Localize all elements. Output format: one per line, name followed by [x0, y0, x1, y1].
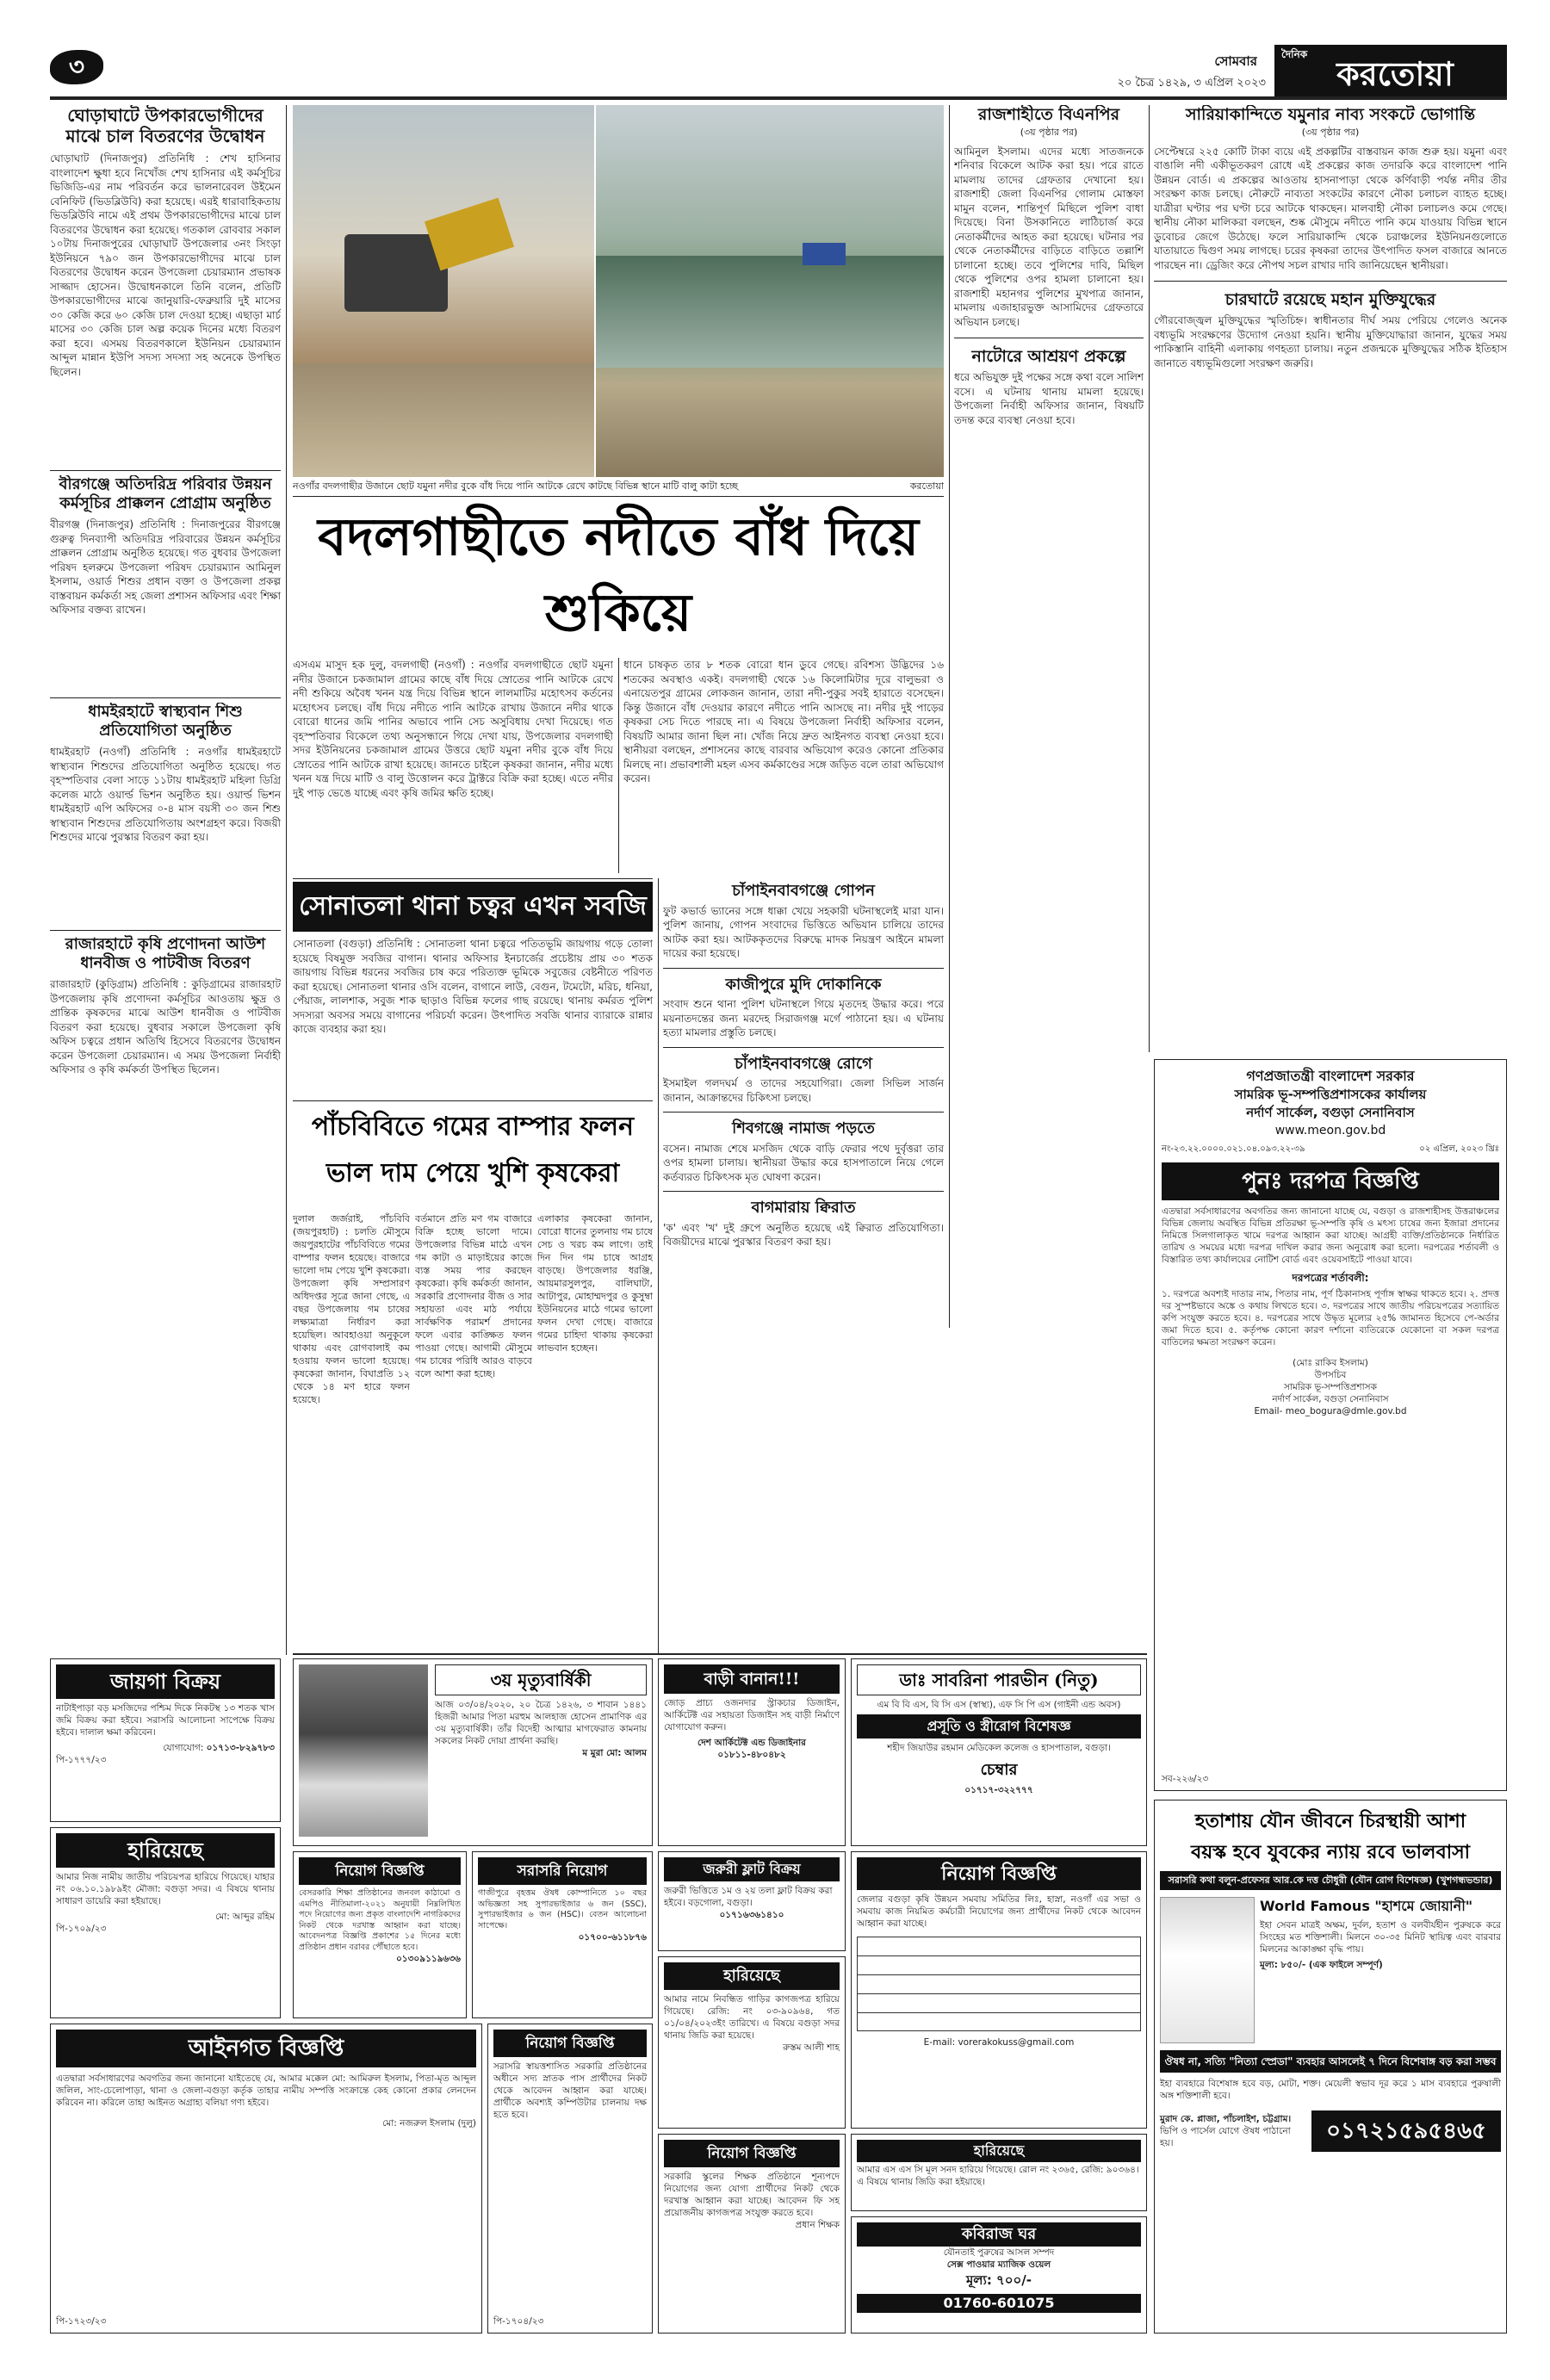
govt-terms-title: দরপত্রের শর্তাবলী:	[1292, 1272, 1369, 1284]
ad-lost-2	[658, 1956, 846, 2129]
ad-kabiraj-big	[1154, 1800, 1507, 2334]
header-day: সোমবার	[1214, 53, 1257, 69]
ad-land-ref: পি-১৭৭৭/২৩	[56, 1755, 107, 1765]
ad-doctor-degrees: এম বি বি এস, বি সি এস (স্বাস্থ্য), এফ সি পি এস (গাইনী এন্ড অবস)	[877, 1700, 1121, 1710]
panchbibi-body-c: এলাকার কৃষকেরা জানান, বোরো ধানের তুলনায় গম চাষে সেচ ও খরচ কম লাগে। তাই দিন দিন গম চাষে আগ্রহ বাড়ছে। উপজেলার ধরঞ্জি, আয়মারসুলপুর, বালিঘাটা, আটাপুর, মোহাম্মদপুর ও কুসুম্বা ইউনিয়নের মাঠে গমের ভালো ফলন দেখা গেছে। বাজারে গমের চাহিদা থাকায় কৃষকেরা লাভবান হচ্ছেন।	[537, 1213, 653, 1354]
kaji-headline: কাজীপুরে মুদি দোকানিকে	[725, 975, 882, 994]
chapai2-headline: চাঁপাইনবাবগঞ্জে রোগে	[735, 1054, 872, 1073]
chapai2-body: ইসমাইল গলদঘর্ম ও তাদের সহযোগিরা। জেলা সিভিল সার্জন জানান, আক্রান্তদের চিকিৎসা চলছে।	[663, 1077, 944, 1104]
ad-lost-3	[851, 2134, 1147, 2211]
ad-land-sale	[50, 1658, 281, 1822]
kaji-body: সংবাদ শুনে থানা পুলিশ ঘটনাস্থলে গিয়ে মৃতদেহ উদ্ধার করে। পরে ময়নাতদন্তের জন্য মরদেহ সিরাজগঞ্জ মর্গে পাঠানো হয়। এ ঘটনায় হত্যা মামলার প্রস্তুতি চলছে।	[663, 998, 944, 1039]
panchbibi-headline	[293, 1104, 653, 1207]
col1-headline-2: বীরগঞ্জে অতিদরিদ্র পরিবার উন্নয়ন কর্মসূচির প্রাক্কলন প্রোগ্রাম অনুষ্ঠিত	[59, 475, 272, 512]
ad-memorial-sign: ম মুরা মো: আলম	[582, 1748, 647, 1758]
govt-terms: ১. দরপত্রে অবশ্যই দাতার নাম, পিতার নাম, পূর্ণ ঠিকানাসহ পূর্ণাঙ্গ স্বাক্ষর থাকতে হবে। ২. প্রদত্ত দর সুস্পষ্টভাবে অঙ্কে ও কথায় লিখতে হবে। ৩. দরপত্রের সাথে জাতীয় পরিচয়পত্রের সত্যায়িত কপি সংযুক্ত করতে হবে। ৪. দরপত্রের সাথে উদ্ধৃত মূল্যের ২৫% জামানত হিসেবে পে-অর্ডার জমা দিতে হবে। ৫. কর্তৃপক্ষ কোনো কারণ দর্শানো ব্যতিরেকে যেকোনো বা সকল দরপত্র বাতিলের ক্ষমতা সংরক্ষণ করেন।	[1162, 1289, 1499, 1348]
kabiraj-box-title: কবিরাজ ঘর	[857, 2222, 1141, 2247]
ad-job-1	[293, 1851, 467, 2018]
bagmara-headline: বাগমারায় ক্বিরাত	[751, 1199, 856, 1218]
govt-date: ০২ এপ্রিল, ২০২৩ খ্রিঃ	[1419, 1144, 1499, 1154]
ad-doctor-chamber: চেম্বার	[980, 1761, 1018, 1779]
chapai-body: ফুট কভার্ড ভ্যানের সঙ্গে ধাক্কা খেয়ে সহকারী ঘটনাস্থলেই মারা যান। পুলিশ জানায়, গোপন সংবাদের ভিত্তিতে অভিযান চালিয়ে তাদের আটক করা হয়। আটককৃতদের বিরুদ্ধে মাদক নিয়ন্ত্রণ আইনে মামলা দায়ের করা হয়েছে।	[663, 904, 944, 960]
masthead	[1274, 45, 1507, 98]
ad-job1-phone: ০১৩০৯১১৯৬৩৬	[395, 1954, 461, 1964]
memorial-portrait	[299, 1664, 428, 1837]
govt-body: এতদ্বারা সর্বসাধারণের অবগতির জন্য জানানো যাচ্ছে যে, বগুড়া ও রাজশাহীসহ উত্তরাঞ্চলের বিভিন্ন জেলায় অবস্থিত বিভিন্ন প্রতিরক্ষা ভূ-সম্পত্তি কৃষি ও মৎস্য চাষের জন্য ইজারা প্রদানের নিমিত্তে সিলগালাকৃত খামে দরপত্র আহ্বান করা যাচ্ছে। আগ্রহী ব্যক্তি/প্রতিষ্ঠানকে নির্ধারিত তারিখ ও সময়ের মধ্যে দরপত্র দাখিল করার জন্য অনুরোধ করা হলো। দরপত্রের শর্তাবলী ও বিস্তারিত তথ্য কার্যালয়ের নোটিশ বোর্ড এবং ওয়েবসাইটে পাওয়া যাবে।	[1162, 1206, 1499, 1265]
rajshahi-column	[954, 105, 1144, 1328]
ad-job-3	[851, 1851, 1147, 2129]
kabiraj-price: মূল্য: ৮৫০/- (এক ফাইলে সম্পূর্ণ)	[1260, 1960, 1383, 1970]
ad-job3-table	[857, 1937, 1141, 2031]
col1-body-2: বীরগঞ্জ (দিনাজপুর) প্রতিনিধি : দিনাজপুরের বীরগঞ্জে গুরুত্ব দিনব্যাপী অতিদরিদ্র পরিবারের উন্নয়ন কর্মসূচির প্রাক্কলন প্রোগ্রাম অনুষ্ঠিত হয়েছে। গত বুধবার উপজেলা পরিষদ হলরুমে উপজেলা পরিষদ চেয়ারম্যান আমিনুল ইসলাম, ওয়ার্ড শিশুর প্রধান বক্তা ও উপজেলা প্রকল্প বাস্তবায়ন কর্মকর্তা সহ জেলা প্রশাসন অফিসার এবং শিক্ষা অফিসার বক্তব্য রাখেন।	[50, 518, 281, 617]
ad-house-body: জোড় প্রাচ্য ওজনদার স্ট্রাকচার ডিজাইন, আর্কিটেক্ট এর সহায়তা ডিজাইন সহ বাড়ী নির্মাণে যোগাযোগ করুন।	[664, 1698, 840, 1732]
ad-job3-email[interactable]: E-mail: vorerakokuss@gmail.com	[923, 2037, 1075, 2048]
ad-job4-title: নিয়োগ বিজ্ঞপ্তি	[664, 2140, 840, 2167]
natore-body: ধরে অভিযুক্ত দুই পক্ষের সঙ্গে কথা বলে সালিশ বসে। এ ঘটনায় থানায় মামলা হয়েছে। উপজেলা নির্বাহী অফিসার জানান, বিষয়টি তদন্ত করে ব্যবস্থা নেওয়া হবে।	[954, 371, 1144, 426]
ad-lost2-title: হারিয়েছে	[664, 1962, 840, 1990]
ad-kabiraj-box	[851, 2216, 1147, 2334]
shib-headline: শিবগঞ্জে নামাজ পড়তে	[732, 1119, 875, 1138]
col1-headline-1: ঘোড়াঘাটে উপকারভোগীদের মাঝে চাল বিতরণের উদ্বোধন	[65, 105, 265, 146]
ad-legal-title: আইনগত বিজ্ঞপ্তি	[56, 2030, 476, 2067]
divider	[50, 697, 281, 698]
col1-story2	[50, 475, 281, 694]
ad-flat	[658, 1851, 846, 1951]
panchbibi-body-a: দুলাল জর্জরাই, পাঁচবিবি (জয়পুরহাট) : চলতি মৌসুমে জয়পুরহাটের পাঁচবিবিতে গমের বাম্পার ফলন হয়েছে। বাজারে ভালো দাম পেয়ে খুশি কৃষকেরা। উপজেলা কৃষি সম্প্রসারণ অধিদপ্তর সূত্রে জানা গেছে, এ বছর উপজেলায় গম চাষের লক্ষ্যমাত্রা নির্ধারণ করা হয়েছিল। আবহাওয়া অনুকূলে থাকায় এবং রোগবালাই কম হওয়ায় ফলন ভালো হয়েছে। কৃষকেরা জানান, বিঘাপ্রতি ১২ থেকে ১৪ মণ হারে ফলন হয়েছে।	[293, 1213, 410, 1405]
ad-memorial-title: ৩য় মৃত্যুবার্ষিকী	[435, 1664, 647, 1695]
govt-site[interactable]: www.meon.gov.bd	[1274, 1124, 1386, 1137]
lead-body-a: এসএম মাসুদ হক দুলু, বদলগাছী (নওগাঁ) : নওগাঁর বদলগাছীতে ছোট যমুনা নদীর উজানে চকজামাল গ্রামের কাছে বাঁধ দিয়ে স্রোতের পানি আটকে রেখে নদী শুকিয়ে অবৈধ খনন যন্ত্র দিয়ে বিভিন্ন স্থানে লালমাটির মহোৎসব কর্তনের মহোৎসব চলছে। বাঁধ দিয়ে নদীতে পানি আটকে রাখায় উজানে নদীর থাকে বোরো ধানের জমি পানির অভাবে পানি সেচ অসুবিধায় দেখা দিয়েছে। গত বৃহস্পতিবার বিকেলে তথ্য অনুসন্ধানে গিয়ে দেখা যায়, উপজেলার বদলগাছী সদর ইউনিয়নের চকজামাল গ্রামের উত্তরে ছোট যমুনা নদীর বুকে বাঁধ দিয়ে স্রোতের পানি আটকে রাখা হয়েছে। জানতে চাইলে কৃষকরা জানান, নদীর মধ্যে খনন যন্ত্র দিয়ে মাটি ও বালু উত্তোলন করে ট্রাক্টরে বিক্রি করা হচ্ছে। এতে নদীর দুই পাড় ভেঙে যাচ্ছে এবং কৃষি জমির ক্ষতি হচ্ছে।	[293, 659, 613, 799]
lead-photo-right	[596, 105, 944, 477]
sariakandi-headline: সারিয়াকান্দিতে যমুনার নাব্য সংকটে ভোগান্তি	[1185, 105, 1476, 124]
kabiraj-desc: ইহা সেবন মাত্রই অক্ষম, দুর্বল, হতাশ ও বলবীর্যহীন পুরুষকে করে সিংহের মত শক্তিশালী। মিলনে ৩০-৩৫ মিনিট স্থায়িত্ব এবং বারবার মিলনের আকাঙ্ক্ষা বৃদ্ধি পায়।	[1260, 1920, 1501, 1955]
ad-lost1-title: হারিয়েছে	[56, 1833, 275, 1868]
sariakandi-body: সেপ্টেম্বরে ২২৫ কোটি টাকা ব্যয়ে এই প্রকল্পটির বাস্তবায়ন কাজ শুরু হয়। যমুনা এবং বাঙালি নদী একীভূতকরণ রোধে এই প্রকল্পের কাজ তদারকি করে বাংলাদেশ পানি উন্নয়ন বোর্ড। এ প্রকল্পের আওতায় হাসনাপাড়া থেকে কর্ণিবাড়ী পর্যন্ত নদীর তীর সংরক্ষণ কাজ চলছে। নৌরুটে নাব্যতা সংকটের কারণে নৌকা চলাচল ব্যাহত হচ্ছে। যাত্রীরা ঘণ্টার পর ঘণ্টা চরে আটকে থাকছেন। মালবাহী নৌকা চলাচলও কমে গেছে। স্থানীয় নৌকা মালিকরা বলছেন, শুষ্ক মৌসুমে নদীতে পানি কমে যাওয়ায় বিভিন্ন স্থানে ডুবোচর জেগে উঠেছে। ফলে সারিয়াকান্দি থেকে চরাঞ্চলের ইউনিয়নগুলোতে যাতায়াতে দ্বিগুণ সময় লাগছে। চরের কৃষকরা তাদের উৎপাদিত ফসল বাজারে আনতে পারছেন না। ড্রেজিং করে নৌপথ সচল রাখার দাবি জানিয়েছেন স্থানীয়রা।	[1154, 145, 1507, 271]
masthead-small: দৈনিক	[1281, 48, 1308, 60]
sonatola-headline-text: সোনাতলা থানা চত্বর এখন সবজি	[299, 891, 647, 921]
ad-lost1-sign: মো: আব্দুর রহিম	[215, 1912, 275, 1922]
ad-direct-hire	[472, 1851, 653, 2018]
kabiraj-box-sub: যৌনতাই পুরুষের আসল সম্পদ	[943, 2247, 1055, 2258]
ad-legal	[50, 2024, 482, 2334]
kabiraj-phone: ০১৭২১৫৯৫৪৬৫	[1311, 2110, 1501, 2152]
ad-direct-title: সরাসরি নিয়োগ	[478, 1857, 647, 1885]
kabiraj-deliver: ভিপি ও পার্সেল যোগে ঔষধ পাঠানো হয়।	[1160, 2126, 1291, 2148]
panchbibi-headline-2: ভাল দাম পেয়ে খুশি কৃষকেরা	[326, 1158, 620, 1188]
ad-land-contact: যোগাযোগ:	[163, 1743, 204, 1753]
rajshahi-cont: (৩য় পৃষ্ঠার পর)	[1020, 126, 1078, 138]
charghat-headline: চারঘাটে রয়েছে মহান মুক্তিযুদ্ধের	[1224, 290, 1436, 310]
panchbibi-headline-1: পাঁচবিবিতে গমের বাম্পার ফলন	[311, 1112, 635, 1142]
photo-caption-text: নওগাঁর বদলগাছীর উজানে ছোট যমুনা নদীর বুকে বাঁধ দিয়ে পানি আটকে রেখে কাটছে বিভিন্ন স্থানে মাটি বালু কাটা হচ্ছে	[293, 480, 739, 492]
kabiraj-portrait	[1160, 1897, 1255, 2043]
kabiraj-box-price: মূল্য: ৭০০/-	[965, 2272, 1032, 2288]
ad-land-phone: ০১৭১৩-৮২৯৭৮৩	[206, 1743, 275, 1753]
govt-ref: সব-২২৬/২৩	[1162, 1774, 1209, 1784]
govt-email[interactable]: Email- meo_bogura@dmle.gov.bd	[1254, 1406, 1407, 1416]
ad-legal-body: এতদ্বারা সর্বসাধারণের অবগতির জন্য জানানো যাইতেছে যে, আমার মক্কেল মো: আমিরুল ইসলাম, পিতা-মৃত আব্দুল জলিল, সাং-চেলোপাড়া, থানা ও জেলা-বগুড়া কর্তৃক তাহার নামীয় সম্পত্তি সংক্রান্তে কেহ কোনো প্রকার লেনদেন করিবেন না। করিলে তাহা আইনত অগ্রাহ্য বলিয়া গণ্য হইবে।	[56, 2073, 476, 2108]
col-sari-vrule	[1149, 105, 1150, 1052]
rajshahi-body: আমিনুল ইসলাম। এদের মধ্যে সাতজনকে শনিবার বিকেলে আটক করা হয়। পরে রাতে মামলায় তাদের গ্রেফতার দেখানো হয়। রাজশাহী জেলা বিএনপির গোলাম মোস্তফা মামুন বলেন, শান্তিপূর্ণ মিছিলে পুলিশ বাধা দিয়েছে। বিনা উসকানিতে লাঠিচার্জ করে নেতাকর্মীদের আহত করা হয়েছে। ঘটনার পর থেকে নেতাকর্মীদের বাড়িতে বাড়িতে তল্লাশি চালানো হচ্ছে। তবে পুলিশের দাবি, মিছিল থেকে পুলিশের ওপর হামলা চালানো হয়। রাজশাহী মহানগর পুলিশের মুখপাত্র জানান, মামলায় এজাহারভুক্ত আসামিদের গ্রেফতারে অভিযান চলছে।	[954, 145, 1144, 328]
ad-lost-1	[50, 1827, 281, 2018]
sonatola-headline	[293, 882, 653, 932]
ad-job-4	[658, 2134, 846, 2334]
ad-job4-body: সরকারি স্কুলের শিক্ষক প্রতিষ্ঠানে শূন্যপদে নিয়োগের জন্য যোগ্য প্রার্থীদের নিকট থেকে দরখাস্ত আহ্বান করা যাচ্ছে। আবেদন ফি সহ প্রয়োজনীয় কাগজপত্র সংযুক্ত করতে হবে।	[664, 2172, 840, 2218]
ad-lost3-body: আমার এস এস সি মূল সনদ হারিয়ে গিয়েছে। রোল নং ২৩৬৫, রেজি: ৯০৩৬৪। এ বিষয়ে থানায় জিডি করা হইয়াছে।	[857, 2165, 1139, 2187]
sariakandi-column	[1154, 105, 1507, 1052]
ad-house-phone: ০১৮১১-৪৮০৪৮২	[717, 1750, 786, 1760]
ad-land-title: জায়গা বিক্রয়	[56, 1664, 275, 1699]
ad-doctor-hospital: শহীদ জিয়াউর রহমান মেডিকেল কলেজ ও হাসপাতাল, বগুড়া।	[887, 1743, 1111, 1753]
ad-job3-body: জেলার বগুড়া কৃষি উন্নয়ন সমবায় সমিতির লিঃ, হাস্না, নওগাঁ এর সভা ও সমবায় কাজ নিয়মিত কর্মচারী নিয়োগের জন্য প্রার্থীদের নিকট থেকে আবেদন আহ্বান করা যাচ্ছে।	[857, 1894, 1141, 1929]
govt-line1: গণপ্রজাতন্ত্রী বাংলাদেশ সরকার	[1246, 1068, 1415, 1084]
ad-job1-title: নিয়োগ বিজ্ঞপ্তি	[299, 1857, 461, 1885]
header-date: ২০ চৈত্র ১৪২৯, ৩ এপ্রিল ২০২৩	[1117, 77, 1266, 90]
ad-legal-sign: মো: নজরুল ইসলাম (দুলু)	[382, 2118, 476, 2129]
col-raj-vrule	[949, 105, 950, 1328]
ad-doctor	[851, 1658, 1147, 1846]
divider	[293, 878, 653, 879]
govt-sign3: সামরিক ভূ-সম্পত্তিপ্রশাসক	[1284, 1382, 1377, 1392]
ad-job2-title: নিয়োগ বিজ্ঞপ্তি	[493, 2030, 647, 2057]
panchbibi-body-b: বর্তমানে প্রতি মণ গম বাজারে বিক্রি হচ্ছে ভালো দামে। উপজেলার বিভিন্ন মাঠে এখন গম কাটা ও মাড়াইয়ের কাজে ব্যস্ত সময় পার করছেন কৃষকেরা। কৃষি কর্মকর্তা জানান, সরকারি প্রণোদনার বীজ ও সার সহায়তা এবং মাঠ পর্যায়ে সার্বক্ষণিক পরামর্শ প্রদানের ফলে এবার কাঙ্ক্ষিত ফলন পাওয়া গেছে। আগামী মৌসুমে গম চাষের পরিধি আরও বাড়বে বলে আশা করা হচ্ছে।	[415, 1213, 532, 1379]
ad-job2-ref: পি-১৭০৪/২৩	[493, 2316, 544, 2327]
masthead-title: করতোয়া	[1336, 54, 1454, 93]
ad-lost3-title: হারিয়েছে	[857, 2140, 1141, 2162]
divider	[293, 1653, 1147, 1655]
ad-flat-phone: ০১৭১৬৩৬১৪১০	[719, 1910, 784, 1920]
govt-sign2: উপসচিব	[1314, 1370, 1347, 1380]
col1-story1	[50, 105, 281, 467]
ad-job2-body: সরাসরি স্বায়ত্তশাসিত সরকারি প্রতিষ্ঠানের অধীনে সদ্য স্নাতক পাস প্রার্থীদের নিকট থেকে আবেদন আহ্বান করা যাচ্ছে। প্রার্থীকে অবশ্যই কম্পিউটার চালনায় দক্ষ হতে হবে।	[493, 2061, 647, 2120]
ad-job1-body: বেসরকারি শিক্ষা প্রতিষ্ঠানের জনবল কাঠামো ও এমপিও নীতিমালা-২০২১ অনুযায়ী নিম্নলিখিত পদে নিয়োগের জন্য প্রকৃত বাংলাদেশি নাগরিকদের নিকট থেকে দরখাস্ত আহ্বান করা যাচ্ছে। আবেদনপত্র বিজ্ঞপ্তি প্রকাশের ১৫ দিনের মধ্যে প্রতিষ্ঠান প্রধান বরাবর পৌঁছাতে হবে।	[299, 1888, 461, 1952]
lead-headline-line2	[293, 651, 944, 654]
lead-body-b: ধানে চাষকৃত তার ৮ শতক বোরো ধান ডুবে গেছে। রবিশস্য উদ্ভিদের ১৬ শতকের অবস্থাও একই। বদলগাছী থেকে ১৬ কিলোমিটার দূরে বালুভরা ও এনায়েতপুর গ্রামের লোকজন জানান, তারা নদী-পুকুর সবই হারাতে বসেছেন। কিন্তু উজানে বাঁধ দেওয়ার কারণে নদীতে পানি আসছে না। নদীর দুই পাড়ের কৃষকরা সেচ দিতে পারছে না। এ বিষয়ে উপজেলা নির্বাহী অফিসার বলেন, বিষয়টি আমার জানা ছিল না। খোঁজ নিয়ে দ্রুত আইনগত ব্যবস্থা নেওয়া হবে। স্থানীয়রা বলছেন, প্রশাসনের কাছে বারবার অভিযোগ করেও কোনো প্রতিকার মিলছে না। প্রভাবশালী মহল এসব কর্মকাণ্ডের সঙ্গে জড়িত বলে তারা অভিযোগ করেন।	[623, 659, 944, 784]
ad-memorial	[293, 1658, 653, 1846]
kabiraj-strip: সরাসরি কথা বলুন-প্রফেসর আর.কে দত্ত চৌধুরী (যৌন রোগ বিশেষজ্ঞ) (খুশগন্ধভন্ডার)	[1160, 1871, 1501, 1890]
ad-lost2-body: আমার নামে নিবন্ধিত গাড়ির কাগজপত্র হারিয়ে গিয়েছে। রেজি: নং ০৩-৯০৯৬৪, গত ০১/০৪/২০২৩ইং তারিখে। এ বিষয়ে বগুড়া সদর থানায় জিডি করা হয়েছে।	[664, 1994, 840, 2041]
kabiraj-product: World Famous "হাশমে জোয়ানী"	[1260, 1898, 1473, 1914]
col1-story4	[50, 935, 281, 1152]
ad-job3-title: নিয়োগ বিজ্ঞপ্তি	[857, 1857, 1141, 1890]
ad-house-title: বাড়ী বানান!!!	[664, 1664, 840, 1694]
ad-lost2-sign: রুস্তম আলী শাহ	[783, 2042, 840, 2053]
kabiraj-addr: মুরাদ কে. প্লাজা, পাঁচলাইশ, চট্টগ্রাম।	[1160, 2114, 1292, 2124]
sariakandi-cont: (৩য় পৃষ্ঠার পর)	[1301, 126, 1360, 138]
lead-photo-left	[293, 105, 594, 477]
ad-doctor-name: ডাঃ সাবরিনা পারভীন (নিতু)	[857, 1664, 1141, 1695]
divider	[50, 470, 281, 471]
govt-notice	[1154, 1059, 1507, 1791]
ad-lost1-ref: পি-১৭০৯/২৩	[56, 1924, 107, 1934]
ad-job4-sign: প্রধান শিক্ষক	[795, 2220, 840, 2230]
shib-body: বসেন। নামাজ শেষে মসজিদ থেকে বাড়ি ফেরার পথে দুর্বৃত্তরা তার ওপর হামলা চালায়। স্থানীয়রা উদ্ধার করে হাসপাতালে নিয়ে গেলে কর্তব্যরত চিকিৎসক মৃত ঘোষণা করেন।	[663, 1142, 944, 1183]
kabiraj-box-phone: 01760-601075	[857, 2294, 1141, 2313]
col1-body-4: রাজারহাট (কুড়িগ্রাম) প্রতিনিধি : কুড়িগ্রামের রাজারহাট উপজেলায় কৃষি প্রণোদনা কর্মসূচির আওতায় ক্ষুদ্র ও প্রান্তিক কৃষকদের মাঝে আউশ ধানবীজ ও পাটবীজ বিতরণ করা হয়েছে। বুধবার সকালে উপজেলা কৃষি অফিস চত্বরে প্রধান অতিথি হিসেবে বিতরণের উদ্বোধন করেন উপজেলা চেয়ারম্যান। এ সময় উপজেলা নির্বাহী অফিসার ও কৃষি কর্মকর্তা উপস্থিত ছিলেন।	[50, 978, 281, 1076]
divider	[293, 496, 944, 497]
col1-story3	[50, 703, 281, 927]
col1-body-1: ঘোড়াঘাট (দিনাজপুর) প্রতিনিধি : শেখ হাসিনার বাংলাদেশ ক্ষুধা হবে নিখোঁজ শেখ হাসিনার এই কর্মসূচির ভিজিডি-এর নাম পরিবর্তন করে ভালনারেবল উইমেন বেনিফিট (ভিডব্লিউবি) করা হয়েছে। এরই ধারাবাহিকতায় ভিডব্লিউবি নামে এই প্রথম উপকারভোগীদের মাঝে চাল বিতরণের উদ্বোধন করা হয়েছে। গতকাল রোববার সকাল ১০টায় দিনাজপুরের ঘোড়াঘাট উপজেলার ৩নং সিংড়া ইউনিয়নে ৭৯০ জন উপকারভোগীদের মাঝে চাল বিতরণের উদ্বোধন করেন উপজেলা চেয়ারম্যান প্রভাষক সাজ্জাদ হোসেন। উদ্বোধনকালে তিনি বলেন, প্রতিটি উপকারভোগীদের মাঝে জানুয়ারি-ফেব্রুয়ারি দুই মাসের ৩০ কেজি করে ৬০ কেজি চাল দেওয়া হচ্ছে। এছাড়া মার্চ মাসের ৩০ কেজি চাল অল্প কয়েক দিনের মধ্যে বিতরণ করা হবে। এসময় বিতরণকালে ইউনিয়ন চেয়ারম্যান আব্দুল মান্নান ইউপি সদস্য সদস্যা সহ অনেকে উপস্থিত ছিলেন।	[50, 152, 281, 378]
bagmara-body: 'ক' এবং 'খ' দুই গ্রুপে অনুষ্ঠিত হয়েছে এই ক্বিরাত প্রতিযোগিতা। বিজয়ীদের মাঝে পুরস্কার বিতরণ করা হয়।	[663, 1221, 944, 1249]
chapai-headline: চাঁপাইনবাবগঞ্জে গোপন	[732, 882, 875, 900]
kabiraj-note: ঔষধ না, সত্যি "নিত্যা স্প্রেডা" ব্যবহার আসলেই ৭ দিনে বিশেষাঙ্গ বড় করা সম্ভব	[1160, 2050, 1501, 2073]
kabiraj-sub: বয়স্ক হবে যুবকের ন্যায় রবে ভালবাসা	[1191, 1841, 1470, 1863]
kabiraj-note2: ইহা ব্যবহারে বিশেষাঙ্গ হবে বড়, মোটা, শক্ত। মেয়েলী স্বভাব দূর করে ১ মাস ব্যবহারে পুরুষালী অঙ্গ শক্তিশালী হবে।	[1160, 2079, 1501, 2101]
ad-land-body: নাটাইপাড়া বড় মসজিদের পশ্চিম দিকে নিকটস্থ ১৩ শতক খাস জমি বিক্রয় করা হইবে। সরাসরি আলোচনা সাপেক্ষে বিক্রয় হইবে। দালাল ক্ষমা করিবেন।	[56, 1703, 275, 1738]
photo-credit: করতোয়া	[909, 480, 944, 492]
col1-body-3: ধামইরহাট (নওগাঁ) প্রতিনিধি : নওগাঁর ধামইরহাটে স্বাস্থ্যবান শিশুদের প্রতিযোগিতা অনুষ্ঠিত হয়েছে। গত বৃহস্পতিবার বেলা সাড়ে ১১টায় ধামইরহাট মহিলা ডিগ্রি কলেজ মাঠে ওয়ার্ল্ড ভিশন অনুষ্ঠিত হয়। ওয়ার্ল্ড ভিশন ধামইরহাট এপি অফিসের ০-৪ মাস বয়সী ৩০ জন শিশু স্বাস্থ্যবান শিশুদের প্রতিযোগিতায় অংশগ্রহণ করে। বিজয়ী শিশুদের মাঝে পুরস্কার বিতরণ করা হয়।	[50, 746, 281, 844]
charghat-body: গৌরবোজ্জ্বল মুক্তিযুদ্ধের স্মৃতিচিহ্ন। স্বাধীনতার দীর্ঘ সময় পেরিয়ে গেলেও অনেক বধ্যভূমি সংরক্ষণের উদ্যোগ নেওয়া হয়নি। স্থানীয় মুক্তিযোদ্ধারা জানান, যুদ্ধের সময় পাকিস্তানি বাহিনী এলাকায় গণহত্যা চালায়। নতুন প্রজন্মকে মুক্তিযুদ্ধের সঠিক ইতিহাস জানাতে বধ্যভূমিগুলো সংরক্ষণ জরুরি।	[1154, 314, 1507, 369]
photo-caption	[293, 479, 944, 494]
govt-sign4: নর্দার্ণ সার্কেল, বগুড়া সেনানিবাস	[1272, 1394, 1389, 1404]
ad-doctor-phone: ০১৭১৭-৩২২৭৭৭	[964, 1785, 1033, 1795]
govt-title: পুনঃ দরপত্র বিজ্ঞপ্তি	[1162, 1162, 1499, 1200]
ad-flat-title: জরুরী ফ্লাট বিক্রয়	[664, 1857, 840, 1881]
ad-lost1-body: আমার নিজ নামীয় জাতীয় পরিচয়পত্র হারিয়ে গিয়েছে। যাহার নং ০৬.১০.১৯৮৯ইং মৌজা: বগুড়া সদর। এ বিষয়ে থানায় সাধারণ ডায়েরি করা হইয়াছে।	[56, 1872, 275, 1906]
col-mid-vrule	[658, 878, 659, 1653]
mid-column	[663, 882, 944, 1657]
page-number: ৩	[68, 53, 85, 81]
lead-headline	[293, 499, 944, 654]
ad-flat-body: জরুরী ভিত্তিতে ১ম ও ২য় তলা ফ্লাট বিক্রয় করা হইবে। বড়গোলা, বগুড়া।	[664, 1886, 833, 1908]
govt-memo: নং-২৩.২২.০০০০.০২১.০৪.০৯৩.২২-৩৯	[1162, 1144, 1305, 1154]
col1-vrule	[286, 105, 287, 1655]
kabiraj-box-sub2: সেক্স পাওয়ার ম্যাজিক ওয়েল	[946, 2259, 1051, 2270]
page-number-badge	[50, 50, 103, 84]
natore-headline: নাটোরে আশ্রয়ণ প্রকল্পে	[971, 347, 1126, 367]
sonatola-body: সোনাতলা (বগুড়া) প্রতিনিধি : সোনাতলা থানা চত্বরে পতিতভূমি জায়গায় গড়ে তোলা হয়েছে বিষমুক্ত সবজির বাগান। থানার অফিসার ইনচার্জের প্রচেষ্টায় প্রায় ৩০ শতক জায়গায় বিভিন্ন ধরনের সবজির চাষ করে পরিত্যক্ত ভূমিকে সবুজের বেষ্টনীতে পরিণত করা হয়েছে। সোনাতলা থানার ওসি বলেন, বাগানে লাউ, বেগুন, টমেটো, মরিচ, ধনিয়া, পেঁয়াজ, লালশাক, সবুজ শাক ছাড়াও বিভিন্ন ফলের গাছ রয়েছে। থানায় কর্মরত পুলিশ সদস্যরা অবসর সময়ে বাগানের পরিচর্যা করেন। উৎপাদিত সবজি থানার ব্যারাকে রান্নার কাজে ব্যবহার করা হয়।	[293, 938, 653, 1035]
ad-house	[658, 1658, 846, 1846]
rajshahi-headline: রাজশাহীতে বিএনপির	[977, 105, 1120, 124]
header-rule	[50, 96, 1507, 100]
govt-sign1: (মোঃ রাকিব ইসলাম)	[1293, 1358, 1368, 1368]
ad-memorial-body: আজ ০৩/০৪/২০২০, ২০ চৈত্র ১৪২৬, ৩ শাবান ১৪৪১ হিজরী আমার পিতা মরহুম আলহাজ হোসেন প্রামাণিক এর ৩য় মৃত্যুবার্ষিকী। তাঁর বিদেহী আত্মার মাগফেরাত কামনায় সকলের নিকট দোয়া প্রার্থনা করছি।	[435, 1700, 647, 1746]
col1-headline-3: ধামইরহাটে স্বাস্থ্যবান শিশু প্রতিযোগিতা অনুষ্ঠিত	[88, 703, 243, 740]
ad-house-firm: দেশ আর্কিটেক্ট এন্ড ডিজাইনার	[698, 1738, 806, 1748]
ad-direct-body: গাজীপুরে বৃহত্তম ঔষধ কোম্পানিতে ১০ বছর অভিজ্ঞতা সহ সুপারভাইজার ৬ জন (SSC), সুপারভাইজার ৬ জন (HSC)। বেতন আলোচনা সাপেক্ষে।	[478, 1888, 647, 1931]
divider	[293, 1100, 653, 1101]
divider	[50, 930, 281, 931]
ad-legal-ref: পি-১৭২৩/২৩	[56, 2316, 107, 2327]
govt-line3: নর্দার্ণ সার্কেল, বগুড়া সেনানিবাস	[1246, 1105, 1415, 1120]
divider	[618, 658, 619, 873]
ad-direct-phone: ০১৭০০-৬১১৮৭৬	[578, 1932, 647, 1943]
kabiraj-banner: হতাশায় যৌন জীবনে চিরস্থায়ী আশা	[1194, 1810, 1466, 1832]
govt-line2: সামরিক ভূ-সম্পত্তিপ্রশাসকের কার্যালয়	[1234, 1087, 1427, 1102]
ad-doctor-spec: প্রসূতি ও স্ত্রীরোগ বিশেষজ্ঞ	[857, 1714, 1141, 1739]
lead-headline-line1: বদলগাছীতে নদীতে বাঁধ দিয়ে শুকিয়ে	[318, 507, 919, 643]
col1-headline-4: রাজারহাটে কৃষি প্রণোদনা আউশ ধানবীজ ও পাটবীজ বিতরণ	[65, 935, 266, 972]
ad-job-2	[487, 2024, 653, 2334]
